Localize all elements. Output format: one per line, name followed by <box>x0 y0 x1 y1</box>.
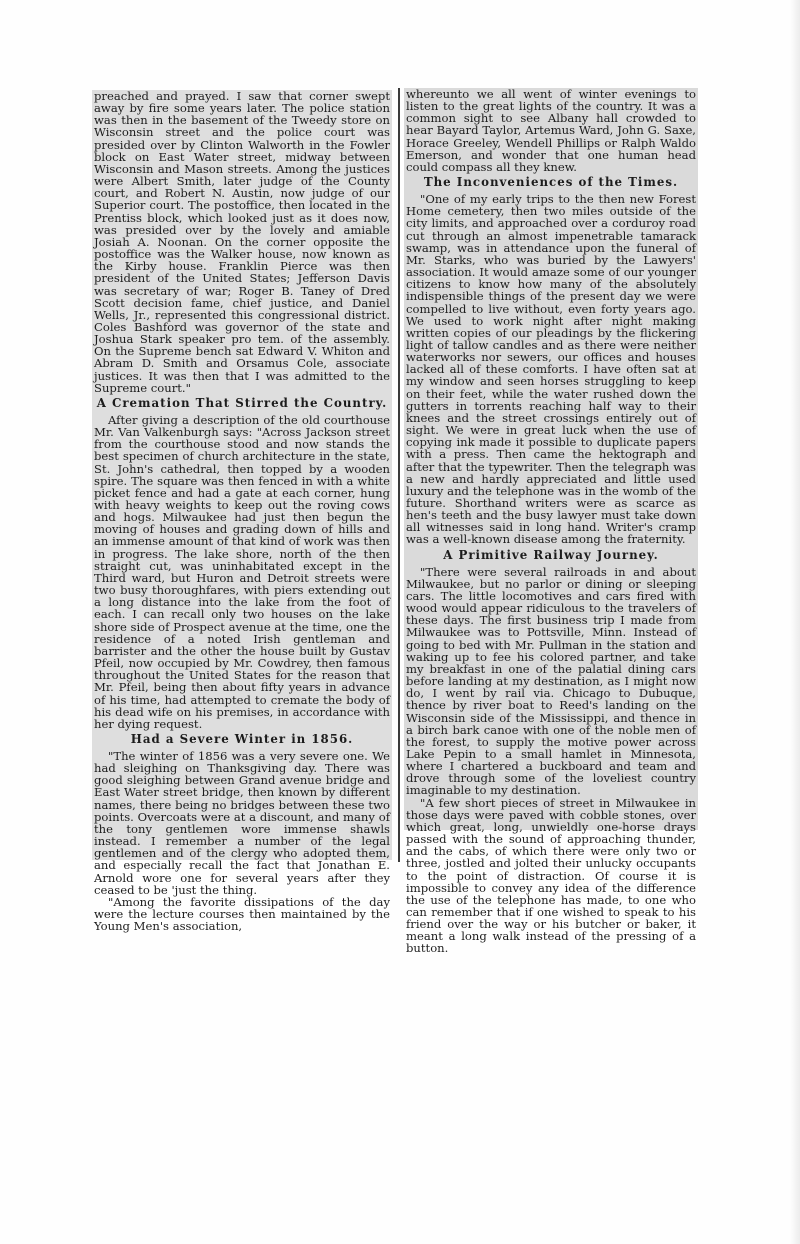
right-paragraph-3: "There were several railroads in and about Milwaukee, but no parlor or dining or sleeping cars. The little locomotives and cars fired with wood would appear ridiculous to the travelers of these days. The first business trip I made from Milwaukee was to Pottsville, Minn. Instead of going to bed with Mr. Pullman in the station and waking up to fee his colored partner, and take my breakfast in one of the palatial dining cars before landing at my destination, as I might now do, I went by rail via. Chicago to Dubuque, thence by river boat to Reed's landing on the Wisconsin side of the Mississippi, and thence in a birch bark canoe with one of the noble men of the forest, to supply the motive power across Lake Pepin to a small hamlet in Minnesota, where I chartered a buckboard and team and drove through some of the loveliest country imaginable to my destination. <box>406 564 696 798</box>
left-paragraph-2: After giving a description of the old courthouse Mr. Van Valkenburgh says: "Across Jackson street from the courthouse stood and now stands the best specimen of church architecture in the state, St. John's cathedral, then topped by a wooden spire. The square was then fenced in with a white picket fence and had a gate at each corner, hung with heavy weights to keep out the roving cows and hogs. Milwaukee had just then begun the moving of houses and grading down of hills and an immense amount of that kind of work was then in progress. The lake shore, north of the then straight cut, was uninhabitated except in the Third ward, but Huron and Detroit streets were two busy thoroughfares, with piers extending out a long distance into the lake from the foot of each. I can recall only two houses on the lake shore side of Prospect avenue at the time, one the residence of a noted Irish gentleman and barrister and the other the house built by Gustav Pfeil, now occupied by Mr. Cowdrey, then famous throughout the United States for the reason that Mr. Pfeil, being then about fifty years in advance of his time, had attempted to cremate the body of his dead wife on his premises, in accordance with her dying request. <box>94 412 390 731</box>
right-heading-inconveniences: The Inconveniences of the Times. <box>423 175 679 190</box>
column-rule <box>398 88 400 862</box>
right-column <box>404 87 698 956</box>
left-paragraph-4: "Among the favorite dissipations of the day were the lecture courses then maintained by the Young Men's association, <box>94 894 390 934</box>
right-paragraph-2: "One of my early trips to the then new Forest Home cemetery, then two miles outside of the city limits, and approached over a corduroy road cut through an almost impenetrable tamarack swamp, was in attendance upon the funeral of Mr. Starks, who was buried by the Lawyers' association. It would amaze some of our younger citizens to know how many of the absolutely indispensible things of the present day we were compelled to live without, even forty years ago. We used to work night after night making written copies of our pleadings by the flickering light of tallow candles and as there were neither waterworks nor sewers, our offices and houses lacked all of these comforts. I have often sat at my window and seen horses struggling to keep on their feet, while the water rushed down the gutters in torrents reaching half way to their knees and the street crossings entirely out of sight. We were in great luck when the use of copying ink made it possible to duplicate papers with a press. Then came the hektograph and after that the typewriter. Then the telegraph was a new and hardly appreciated and little used luxury and the telephone was in the womb of the future. Shorthand writers were as scarce as hen's teeth and the busy lawyer must take down all witnesses said in long hand. Writer's cramp was a well-known disease among the fraternity. <box>406 192 696 547</box>
left-heading-cremation: A Cremation That Stirred the Country. <box>96 395 388 410</box>
left-column <box>92 89 392 934</box>
left-paragraph-1: preached and prayed. I saw that corner swept away by fire some years later. The police station was then in the basement of the Tweedy store on Wisconsin street and the police court was presided over by Clinton Walworth in the Fowler block on East Water street, midway between Wisconsin and Mason streets. Among the justices were Albert Smith, later judge of the County court, and Robert N. Austin, now judge of our Superior court. The postoffice, then located in the Prentiss block, which looked just as it does now, was presided over by the lovely and amiable Josiah A. Noonan. On the corner opposite the postoffice was the Walker house, now known as the Kirby house. Franklin Pierce was then president of the United States; Jefferson Davis was secretary of war; Roger B. Taney of Dred Scott decision fame, chief justice, and Daniel Wells, Jr., represented this congressional district. Coles Bashford was governor of the state and Joshua Stark speaker pro tem. of the assembly. On the Supreme bench sat Edward V. Whiton and Abram D. Smith and Orsamus Cole, associate justices. It was then that I was admitted to the Supreme court." <box>94 89 390 395</box>
scan-edge-shadow <box>790 0 800 1244</box>
right-heading-railway: A Primitive Railway Journey. <box>443 547 659 562</box>
right-paragraph-4: "A few short pieces of street in Milwaukee in those days were paved with cobble stones, over which great, long, unwieldly one-horse drays passed with the sound of approaching thunder, and the cabs, of which there were only two or three, jostled and jolted their unlucky occupants to the point of distraction. Of course it is impossible to convey any idea of the difference the use of the telephone has made, to one who can remember that if one wished to speak to his friend over the way or his butcher or baker, it meant a long walk instead of the pressing of a button. <box>406 795 696 956</box>
left-paragraph-3: "The winter of 1856 was a very severe one. We had sleighing on Thanksgiving day. There was good sleighing between Grand avenue bridge and East Water street bridge, then known by different names, there being no bridges between these two points. Overcoats were at a discount, and many of the tony gentlemen wore immense shawls instead. I remember a number of the legal gentlemen and of the clergy who adopted them, and especially recall the fact that Jonathan E. Arnold wore one for several years after they ceased to be 'just the thing. <box>94 748 390 897</box>
left-heading-winter: Had a Severe Winter in 1856. <box>130 731 354 746</box>
right-paragraph-1: whereunto we all went of winter evenings to listen to the great lights of the country. It was a common sight to see Albany hall crowded to hear Bayard Taylor, Artemus Ward, John G. Saxe, Horace Greeley, Wendell Phillips or Ralph Waldo Emerson, and wonder that one human head could compass all they knew. <box>406 87 696 174</box>
